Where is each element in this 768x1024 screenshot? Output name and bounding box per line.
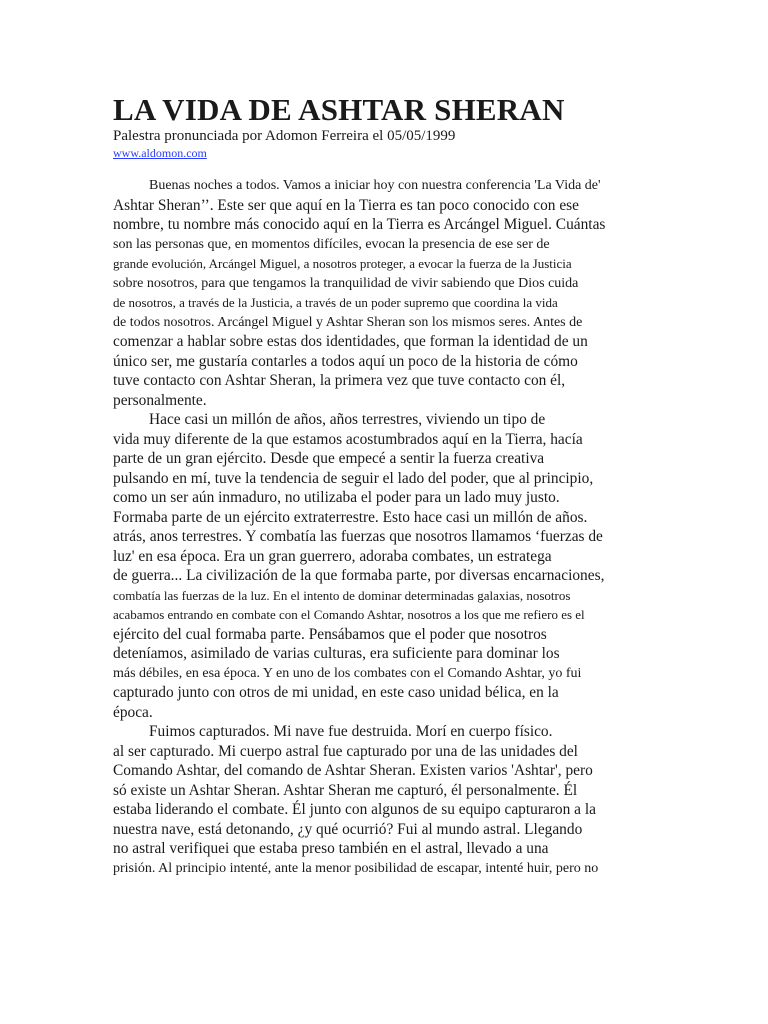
text-line: Fuimos capturados. Mi nave fue destruida. Morí en cuerpo físico. [149,723,553,740]
text-line: sobre nosotros, para que tengamos la tranquilidad de vivir sabiendo que Dios cuida [113,275,579,291]
text-line: Comando Ashtar, del comando de Ashtar Sheran. Existen varios 'Ashtar', pero [113,762,593,779]
text-line: acabamos entrando en combate con el Comando Ashtar, nosotros a los que me refiero es el [113,607,585,622]
text-line: como un ser aún inmaduro, no utilizaba el poder para un lado muy justo. [113,489,560,506]
text-line: luz' en esa época. Era un gran guerrero, adoraba combates, un estratega [113,547,552,565]
text-line: grande evolución, Arcángel Miguel, a nosotros proteger, a evocar la fuerza de la Justicia [113,256,572,271]
text-line: más débiles, en esa época. Y en uno de los combates con el Comando Ashtar, yo fui [113,665,582,681]
text-line: prisión. Al principio intenté, ante la menor posibilidad de escapar, intenté huir, pero no [113,860,599,876]
text-line: atrás, anos terrestres. Y combatía las fuerzas que nosotros llamamos ‘fuerzas de [113,528,603,545]
text-line: nuestra nave, está detonando, ¿y qué ocurrió? Fui al mundo astral. Llegando [113,820,583,838]
text-line: de todos nosotros. Arcángel Miguel y Ashtar Sheran son los mismos seres. Antes de [113,314,583,330]
text-line: estaba liderando el combate. Él junto con algunos de su equipo capturaron a la [113,801,596,818]
text-line: Buenas noches a todos. Vamos a iniciar hoy con nuestra conferencia 'La Vida de' [149,178,601,193]
text-line: época. [113,703,153,721]
document-title: LA VIDA DE ASHTAR SHERAN [113,92,565,127]
text-line: parte de un gran ejército. Desde que empecé a sentir la fuerza creativa [113,450,545,467]
text-line: nombre, tu nombre más conocido aquí en la Tierra es Arcángel Miguel. Cuántas [113,216,606,233]
text-line: deteníamos, asimilado de varias culturas, era suficiente para dominar los [113,645,560,662]
text-line: tuve contacto con Ashtar Sheran, la primera vez que tuve contacto con él, [113,372,566,389]
text-line: capturado junto con otros de mi unidad, en este caso unidad bélica, en la [113,684,559,701]
website-link[interactable]: www.aldomon.com [113,146,207,160]
text-line: Ashtar Sheran’’. Este ser que aquí en la Tierra es tan poco conocido con ese [113,196,579,214]
text-line: son las personas que, en momentos difíciles, evocan la presencia de ese ser de [113,236,550,252]
text-line: Formaba parte de un ejército extraterrestre. Esto hace casi un millón de años. [113,508,588,526]
text-line: único ser, me gustaría contarles a todos aquí un poco de la historia de cómo [113,352,578,370]
text-line: combatía las fuerzas de la luz. En el intento de dominar determinadas galaxias, nosotros [113,587,571,603]
text-line: Hace casi un millón de años, años terrestres, viviendo un tipo de [149,411,546,428]
document-subtitle: Palestra pronunciada por Adomon Ferreira el 05/05/1999 [113,128,456,144]
text-line: só existe un Ashtar Sheran. Ashtar Sheran me capturó, él personalmente. Él [113,781,578,799]
document-page [113,92,658,878]
text-line: de guerra... La civilización de la que formaba parte, por diversas encarnaciones, [113,567,605,584]
text-line: vida muy diferente de la que estamos acostumbrados aquí en la Tierra, hacía [113,430,583,448]
text-line: de nosotros, a través de la Justicia, a través de un poder supremo que coordina la vida [113,295,558,310]
text-line: ejército del cual formaba parte. Pensábamos que el poder que nosotros [113,625,547,643]
document-body [113,176,658,878]
text-line: no astral verifiquei que estaba preso también en el astral, llevado a una [113,840,549,857]
text-line: personalmente. [113,391,207,409]
text-line: al ser capturado. Mi cuerpo astral fue capturado por una de las unidades del [113,742,578,760]
text-line: pulsando en mí, tuve la tendencia de seguir el lado del poder, que al principio, [113,469,594,487]
text-line: comenzar a hablar sobre estas dos identidades, que forman la identidad de un [113,333,588,350]
